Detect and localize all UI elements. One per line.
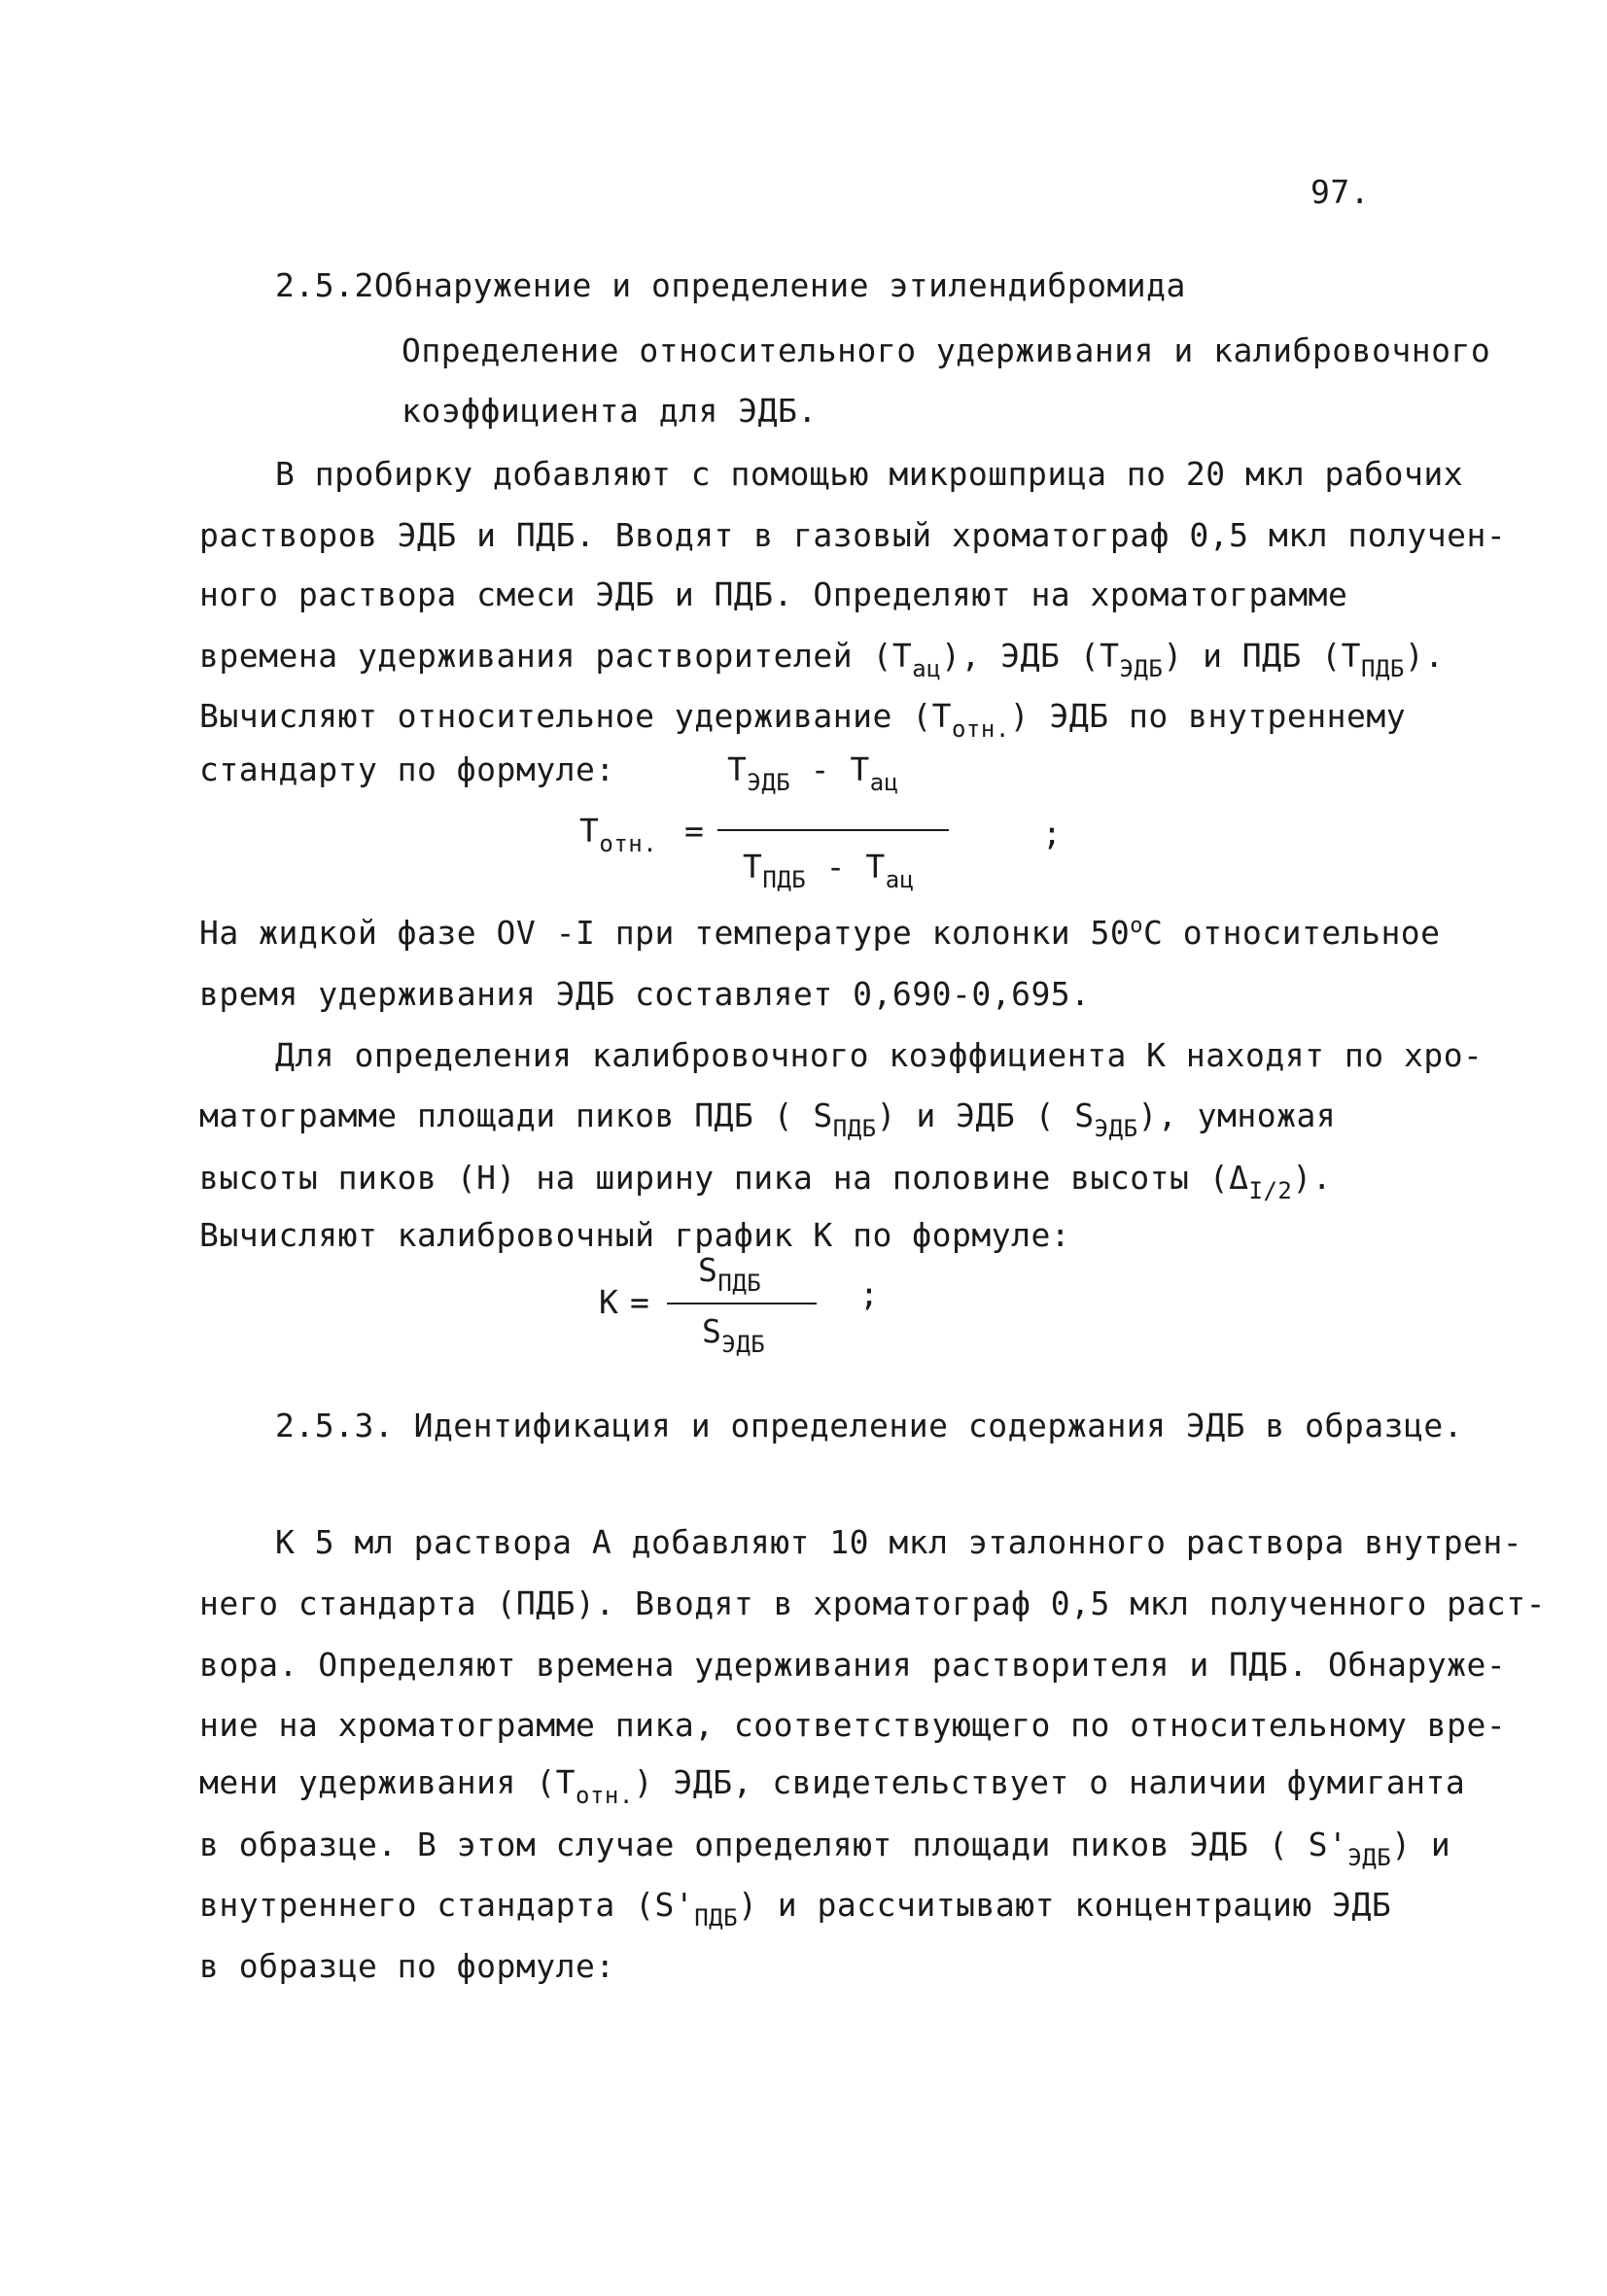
paragraph-line: высоты пиков (Н) на ширину пика на половине высоты $(\Delta_{I/2})$. — [199, 1159, 1333, 1204]
formula-equals: = — [630, 1283, 650, 1321]
paragraph-line: растворов ЭДБ и ПДБ. Вводят в газовый хроматограф 0,5 мкл получен- — [199, 516, 1507, 554]
formula-equals: = — [684, 812, 705, 850]
paragraph-line: внутреннего стандарта $(S'_{ПДБ})$ и рассчитывают концентрацию ЭДБ — [199, 1886, 1392, 1931]
paragraph-line: матограмме площади пиков ПДБ ( $S_{ПДБ}$) и ЭДБ ( $S_{ЭДБ}$), умножая — [199, 1096, 1337, 1142]
formula-denominator: $S_{ЭДБ}$ — [702, 1312, 766, 1358]
subheading-line: Определение относительного удерживания и калибровочного — [402, 331, 1491, 369]
paragraph-line: мени удерживания $(Т_{отн.})$ ЭДБ, свидетельствует о наличии фумиганта — [199, 1763, 1466, 1809]
section-heading: 2.5.2Обнаружение и определение этилендибромида — [275, 266, 1186, 304]
paragraph-line: На жидкой фазе ОV -I при температуре колонки $50^оС$ относительное — [199, 914, 1441, 952]
paragraph-line: стандарту по формуле: — [199, 750, 615, 788]
paragraph-line: В пробирку добавляют с помощью микрошприца по 20 мкл рабочих — [275, 455, 1464, 493]
paragraph-line: Для определения калибровочного коэффициента К находят по хро- — [275, 1036, 1484, 1074]
formula-denominator: $Т_{ПДБ} - Т_{ац}$ — [743, 848, 915, 893]
fraction-bar — [717, 829, 949, 831]
section-heading: 2.5.3. Идентификация и определение содержания ЭДБ в образце. — [275, 1407, 1464, 1444]
formula-end: ; — [859, 1275, 880, 1313]
fraction-bar — [667, 1303, 817, 1305]
paragraph-line: время удерживания ЭДБ составляет 0,690-0,695. — [199, 975, 1091, 1013]
paragraph-line: в образце. В этом случае определяют площади пиков ЭДБ ( $S'_{ЭДБ}$) и — [199, 1826, 1451, 1871]
page-number: 97. — [1310, 173, 1371, 211]
paragraph-line: ние на хроматограмме пика, соответствующего по относительному вре- — [199, 1706, 1507, 1744]
paragraph-line: Вычисляют калибровочный график К по формуле: — [199, 1216, 1071, 1254]
paragraph-line: ного раствора смеси ЭДБ и ПДБ. Определяют на хроматограмме — [199, 575, 1348, 613]
paragraph-line: него стандарта (ПДБ). Вводят в хроматограф 0,5 мкл полученного раст- — [199, 1584, 1547, 1622]
subheading-line: коэффициента для ЭДБ. — [402, 392, 818, 430]
formula-numerator: $S_{ПДБ}$ — [698, 1251, 762, 1297]
formula-numerator: $Т_{ЭДБ} - Т_{ац}$ — [727, 750, 899, 796]
paragraph-line: в образце по формуле: — [199, 1947, 615, 1985]
formula-lhs: $Т_{отн.}$ — [579, 812, 658, 857]
formula-end: ; — [1042, 815, 1063, 852]
paragraph-line: вора. Определяют времена удерживания растворителя и ПДБ. Обнаруже- — [199, 1646, 1507, 1684]
paragraph-line: К 5 мл раствора А добавляют 10 мкл эталонного раствора внутрен- — [275, 1523, 1523, 1561]
paragraph-line: времена удерживания растворителей $(Т_{ац})$, ЭДБ $(Т_{ЭДБ})$ и ПДБ $(Т_{ПДБ})$. — [199, 637, 1445, 682]
paragraph-line: Вычисляют относительное удерживание $(Т_{отн.})$ ЭДБ по внутреннему — [199, 697, 1407, 743]
formula-lhs: К — [599, 1283, 619, 1321]
